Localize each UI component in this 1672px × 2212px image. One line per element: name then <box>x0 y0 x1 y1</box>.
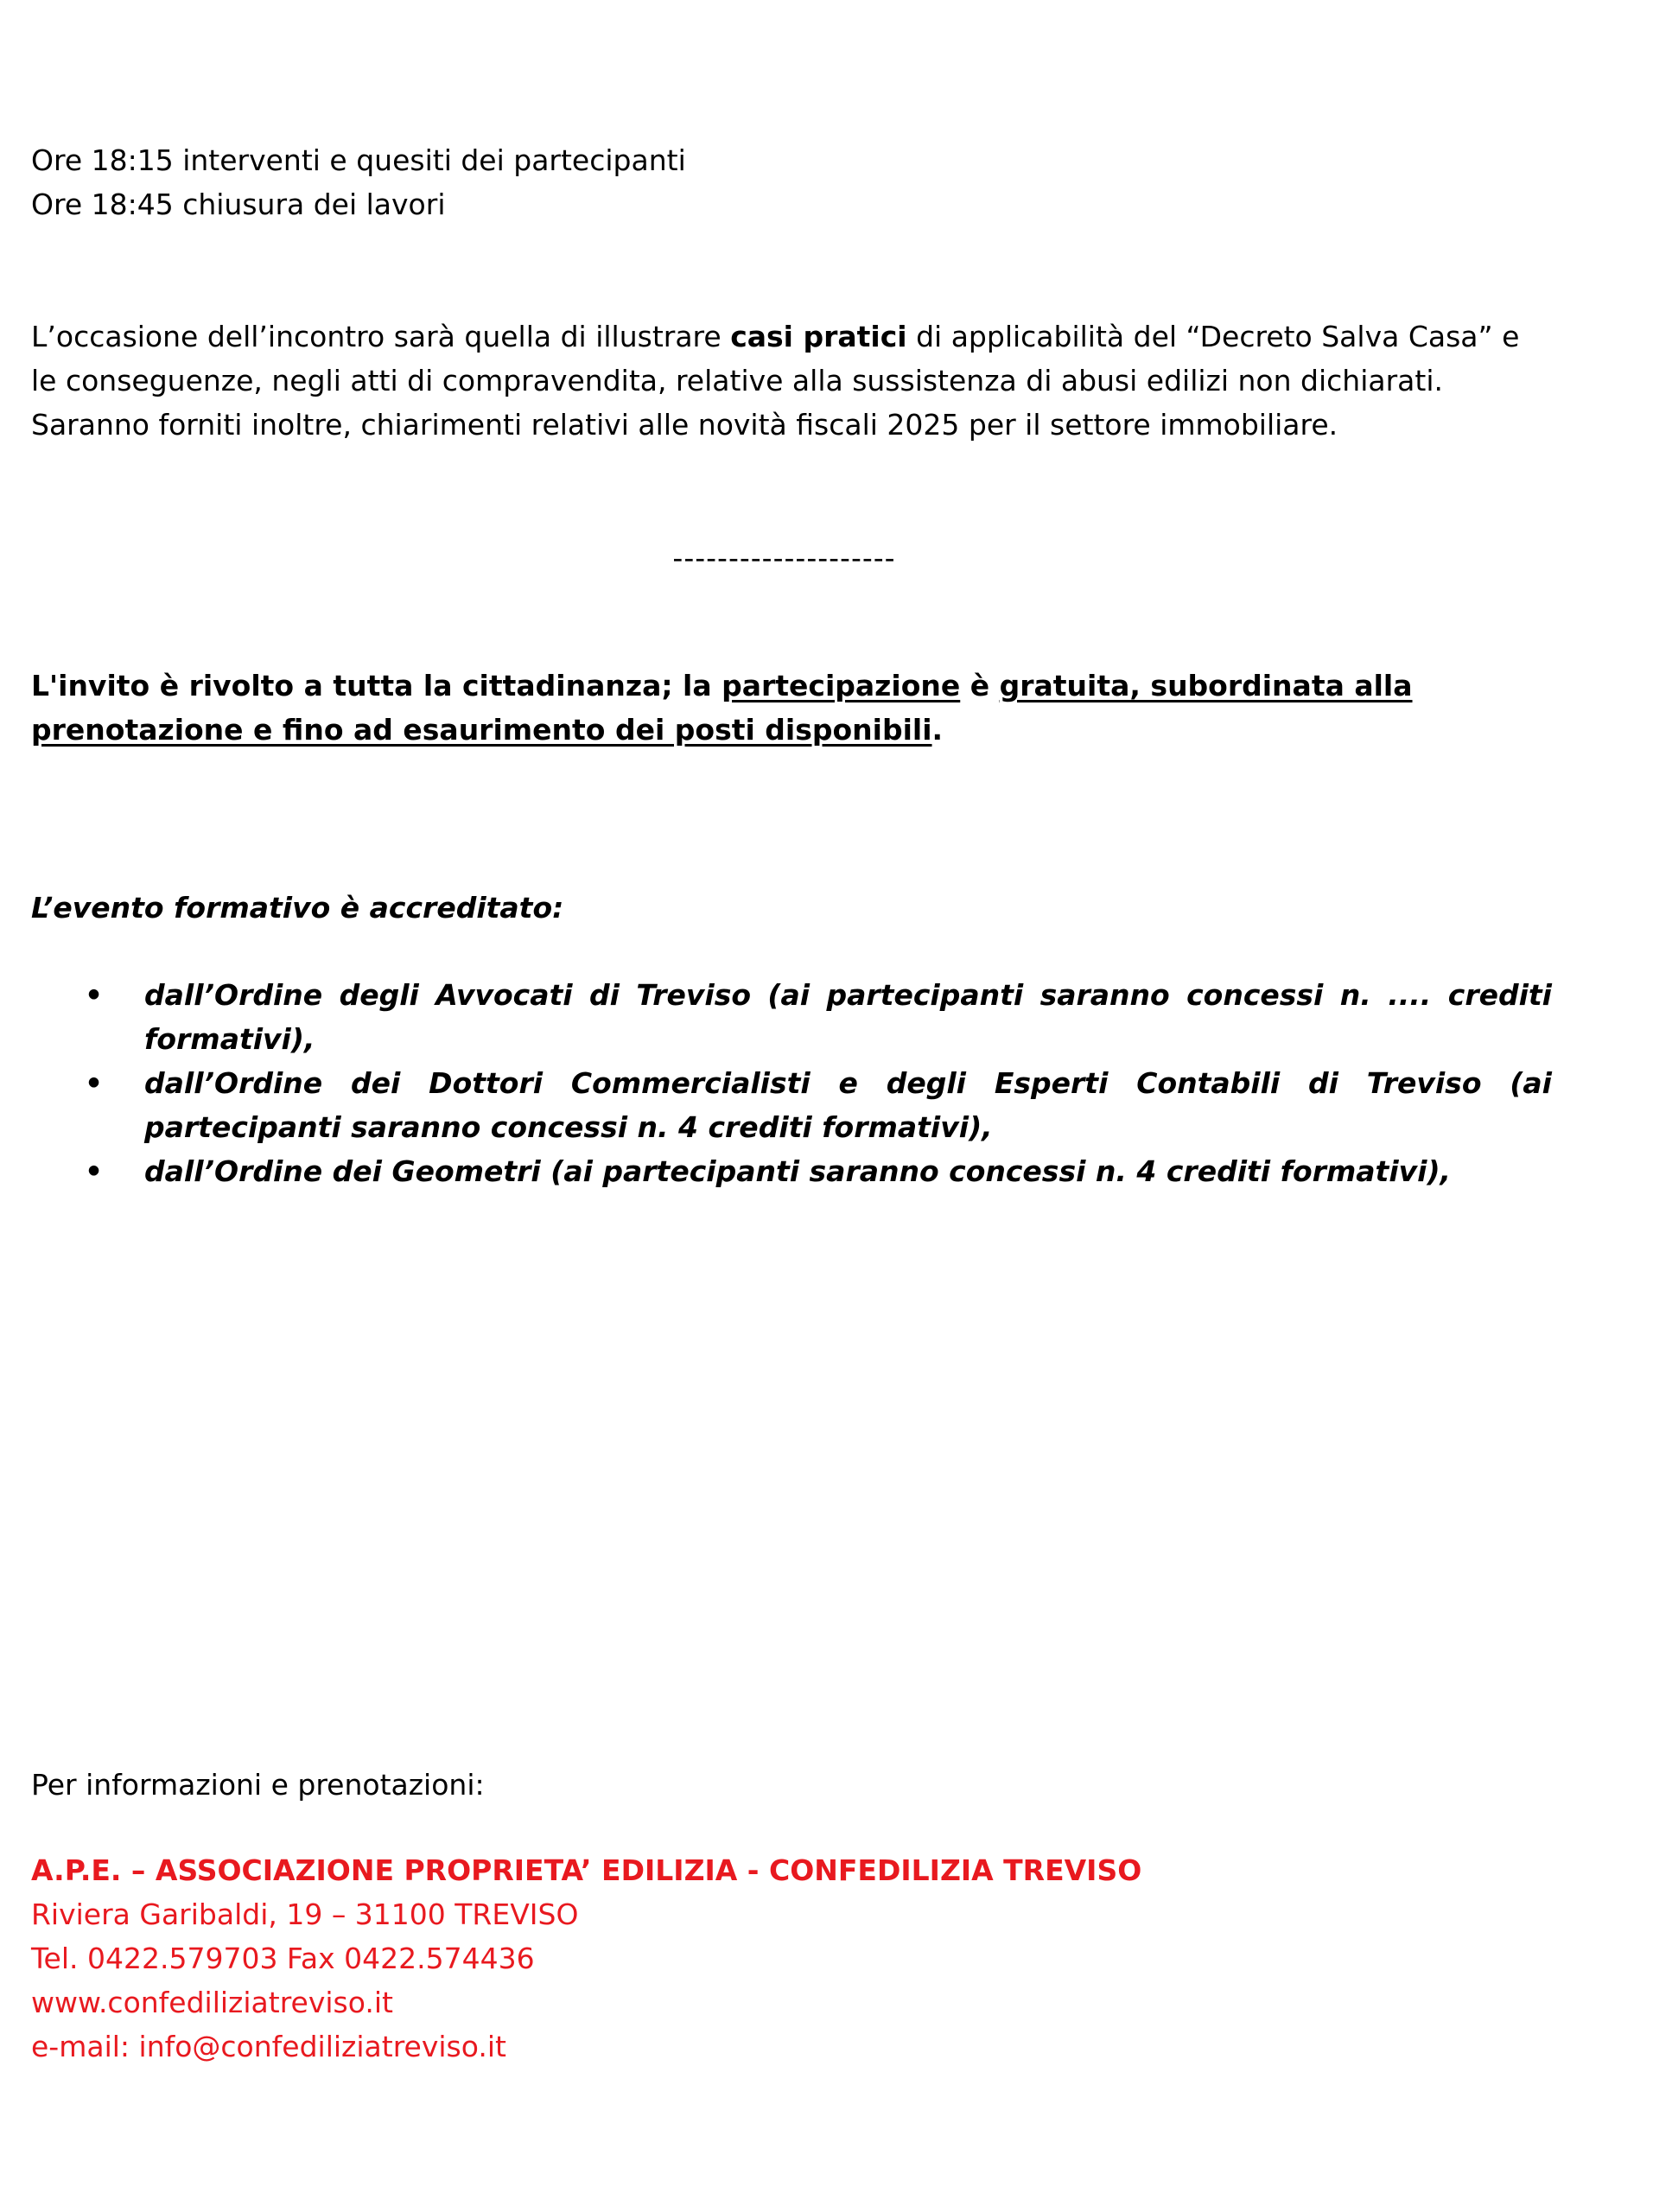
invite-underline-2: gratuita, subordinata alla prenotazione e fino ad esaurimento dei posti disponibili <box>31 669 1413 747</box>
intro-part-2: di applicabilità del “Decreto Salva Casa” e le conseguenze, negli atti di compravendita, relative alla sussistenza di abusi edilizi non dichiarati. <box>31 320 1520 397</box>
accredited-item-text: dall’Ordine dei Geometri (ai partecipanti saranno concessi n. 4 crediti formativi), <box>144 1154 1452 1188</box>
intro-paragraph <box>31 315 1552 447</box>
schedule-block <box>31 138 1552 226</box>
section-divider: -------------------- <box>672 541 896 575</box>
intro-part-1: L’occasione dell’incontro sarà quella di illustrare <box>31 320 731 353</box>
schedule-line-1: Ore 18:15 interventi e quesiti dei partecipanti <box>31 143 686 177</box>
intro-text <box>31 315 1552 403</box>
contact-address: Riviera Garibaldi, 19 – 31100 TREVISO <box>31 1897 579 1931</box>
accredited-list <box>31 973 1552 1193</box>
contact-phone-fax: Tel. 0422.579703 Fax 0422.574436 <box>31 1942 535 1975</box>
invite-part-1: L'invito è rivolto a tutta la cittadinanza; la <box>31 669 722 702</box>
accredited-item-text: dall’Ordine degli Avvocati di Treviso (ai partecipanti saranno concessi n. .... crediti formativi), <box>144 978 1552 1056</box>
bullet-icon: • <box>85 1154 104 1188</box>
invite-part-2: è <box>960 669 1000 702</box>
accredited-item <box>31 1149 1552 1193</box>
intro-bold-phrase: casi pratici <box>730 320 907 353</box>
accredited-item <box>31 973 1552 1061</box>
accredited-item <box>31 1061 1552 1149</box>
invite-text <box>31 664 1552 752</box>
accredited-item-text: dall’Ordine dei Dottori Commercialisti e degli Esperti Contabili di Treviso (ai partecipanti saranno concessi n. 4 crediti formativi), <box>144 1066 1552 1144</box>
bullet-icon: • <box>85 978 104 1012</box>
accredited-list-block <box>31 973 1552 1193</box>
intro-line-3: Saranno forniti inoltre, chiarimenti relativi alle novità fiscali 2025 per il settore immobiliare. <box>31 408 1338 442</box>
contact-website[interactable]: www.confediliziatreviso.it <box>31 1986 393 2019</box>
bullet-icon: • <box>85 1066 104 1100</box>
contact-organization: A.P.E. – ASSOCIAZIONE PROPRIETA’ EDILIZIA - CONFEDILIZIA TREVISO <box>31 1853 1142 1887</box>
contact-email[interactable]: e-mail: info@confediliziatreviso.it <box>31 2030 506 2063</box>
invite-underline-1: partecipazione <box>722 669 961 702</box>
contact-label: Per informazioni e prenotazioni: <box>31 1768 485 1802</box>
invite-part-3: . <box>931 713 944 747</box>
accredited-heading: L’evento formativo è accreditato: <box>31 891 564 925</box>
contact-block <box>31 1848 1552 2069</box>
schedule-line-2: Ore 18:45 chiusura dei lavori <box>31 188 446 221</box>
invite-paragraph <box>31 664 1552 752</box>
